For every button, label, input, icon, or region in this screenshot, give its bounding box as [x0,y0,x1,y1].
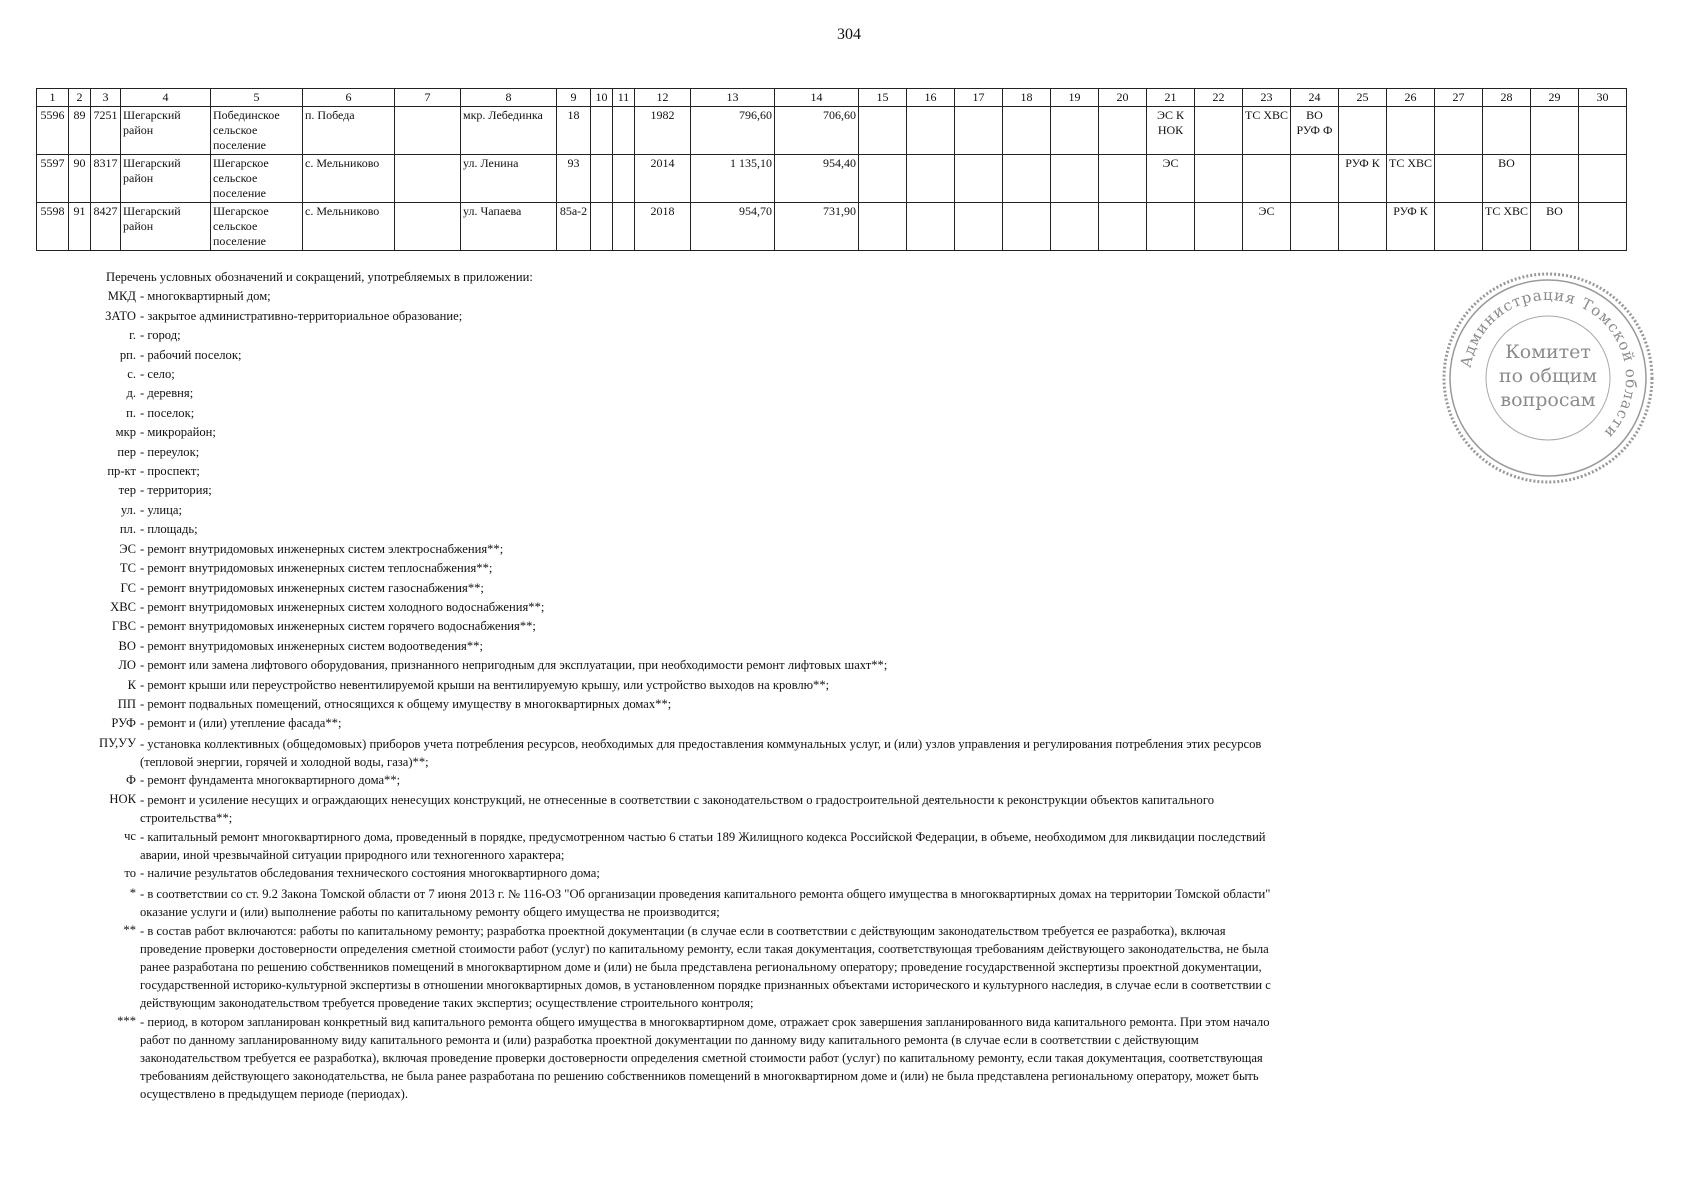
legend-desc: - ремонт или замена лифтового оборудования, признанного непригодным для эксплуатации, при необходимости ремонт лифтовых шахт**; [140,658,888,673]
legend-desc: - улица; [140,502,182,517]
legend-item [40,676,1280,695]
table-cell: ЭС К НОК [1147,107,1195,155]
table-cell [1195,203,1243,251]
column-header: 29 [1531,89,1579,107]
legend-abbr: *** [117,1013,136,1028]
legend-desc: - площадь; [140,522,198,537]
legend-desc: - микрорайон; [140,425,216,440]
table-cell [1243,155,1291,203]
table-cell [1195,155,1243,203]
table-cell: ВО РУФ Ф [1291,107,1339,155]
legend-item [40,884,1280,921]
legend-abbr: ВО [118,638,136,653]
legend-abbr: ЛО [118,658,136,673]
column-header: 15 [859,89,907,107]
column-header: 30 [1579,89,1627,107]
column-header: 22 [1195,89,1243,107]
legend-item [40,520,1280,539]
legend-desc: - деревня; [140,386,194,401]
legend-abbr: чс [124,829,136,844]
legend-desc: - поселок; [140,405,195,420]
table-cell: с. Мельниково [303,203,395,251]
legend-desc: - ремонт и усиление несущих и ограждающих ненесущих конструкций, не отнесенные в соответствии с законодательством о градостроительной деятельности к реконструкции объектов капитального строительства**; [140,793,1214,826]
legend-abbr: пер [117,444,136,459]
column-header: 5 [211,89,303,107]
legend-abbr: д. [126,386,136,401]
legend-desc: - закрытое административно-территориальное образование; [140,308,463,323]
table-cell [859,203,907,251]
table-cell [907,107,955,155]
column-header: 4 [121,89,211,107]
table-cell: ул. Ленина [461,155,557,203]
legend-abbr: тер [118,483,136,498]
legend-desc: - ремонт внутридомовых инженерных систем горячего водоснабжения**; [140,619,536,634]
table-cell [955,203,1003,251]
legend-desc: - ремонт внутридомовых инженерных систем водоотведения**; [140,638,483,653]
table-cell [1483,107,1531,155]
table-cell [1291,203,1339,251]
column-header: 2 [69,89,91,107]
table-cell: Побединское сельское поселение [211,107,303,155]
table-cell [1387,107,1435,155]
column-header: 10 [591,89,613,107]
legend-item [40,365,1280,384]
table-cell: 5598 [37,203,69,251]
table-cell: 18 [557,107,591,155]
seal-line-2: по общим [1498,365,1598,387]
legend-item [40,695,1280,714]
table-cell: с. Мельниково [303,155,395,203]
legend-abbr: ЗАТО [105,308,136,323]
table-cell: 954,70 [691,203,775,251]
legend-item [40,656,1280,675]
table-cell: ТС ХВС [1243,107,1291,155]
table-cell: 8427 [91,203,121,251]
table-row [37,107,1627,155]
column-header: 16 [907,89,955,107]
table-cell: мкр. Лебединка [461,107,557,155]
legend-item [40,346,1280,365]
legend-abbr: К [127,677,136,692]
table-cell: РУФ К [1387,203,1435,251]
table-cell: 93 [557,155,591,203]
legend-desc: - проспект; [140,464,200,479]
legend-item [40,734,1280,771]
legend-item [40,462,1280,481]
legend-abbr: п. [126,405,136,420]
legend-abbr: мкр [115,425,136,440]
legend-abbr: ПУ,УУ [99,735,136,750]
table-cell [1291,155,1339,203]
legend-desc: - ремонт внутридомовых инженерных систем электроснабжения**; [140,541,504,556]
legend-desc: - многоквартирный дом; [140,289,271,304]
column-header: 11 [613,89,635,107]
table-cell [1339,203,1387,251]
table-cell [395,107,461,155]
legend-title: Перечень условных обозначений и сокращений, употребляемых в приложении: [106,270,533,284]
table-cell [1435,107,1483,155]
column-header: 7 [395,89,461,107]
legend-abbr: РУФ [111,716,136,731]
legend-abbr: г. [129,328,136,343]
table-cell: 2018 [635,203,691,251]
table-cell [591,107,613,155]
table-cell [1051,203,1099,251]
legend-item [40,771,1280,790]
legend-item [40,637,1280,656]
legend-desc: - переулок; [140,444,200,459]
legend-item [40,559,1280,578]
legend-item [40,1012,1280,1103]
column-header: 3 [91,89,121,107]
legend-abbr: ПП [117,696,136,711]
legend-desc: - в соответствии со ст. 9.2 Закона Томской области от 7 июня 2013 г. № 116-ОЗ "Об организации проведения капитального ремонта общего имущества в многоквартирных домах на территории Томской области" оказание услуги и (или) выполнение работы по капитальному ремонту общего имущества не производится; [140,886,1271,919]
legend [40,268,1280,1103]
table-cell: 706,60 [775,107,859,155]
column-header: 9 [557,89,591,107]
column-header: 14 [775,89,859,107]
table-cell [1099,107,1147,155]
legend-item [40,579,1280,598]
legend-desc: - рабочий поселок; [140,347,242,362]
table-cell: 796,60 [691,107,775,155]
legend-abbr: ЭС [119,541,136,556]
legend-desc: - село; [140,367,175,382]
legend-list [40,287,1280,1102]
table-cell [591,155,613,203]
legend-desc: - период, в котором запланирован конкретный вид капитального ремонта общего имущества в многоквартирном доме, отражает срок завершения запланированного вида капитального ремонта. При этом начало работ по данному запланированному виду капитального ремонта и (или) разработка проектной документации по данному виду капитального ремонта (в случае если в соответствии с действующим законодательством требуется ее разработка), включая проведение проверки достоверности определения сметной стоимости работ (услуг) по капитальному ремонту, если такая документация, соответствующая требованиям действующего законодательства, не была ранее разработана по решению собственников помещений в многоквартирном доме и (или) не была представлена региональному оператору, может быть осуществлено в предыдущем периоде (периодах). [140,1014,1270,1101]
legend-desc: - город; [140,328,181,343]
table-cell: ТС ХВС [1387,155,1435,203]
table-cell [1195,107,1243,155]
legend-item [40,481,1280,500]
column-header: 8 [461,89,557,107]
table-cell: РУФ К [1339,155,1387,203]
table-cell: 89 [69,107,91,155]
legend-abbr: ул. [120,502,136,517]
table-cell: ВО [1531,203,1579,251]
legend-abbr: ГВС [111,619,136,634]
table-cell [1051,155,1099,203]
table-cell [955,107,1003,155]
column-header: 12 [635,89,691,107]
table-cell: ВО [1483,155,1531,203]
table-cell [395,203,461,251]
table-cell [859,107,907,155]
legend-desc: - ремонт фундамента многоквартирного дома**; [140,772,401,787]
legend-item [40,921,1280,1012]
legend-desc: - территория; [140,483,212,498]
column-header: 1 [37,89,69,107]
table-cell [859,155,907,203]
seal-line-3: вопросам [1500,389,1596,411]
table-cell [1531,155,1579,203]
table-cell: п. Победа [303,107,395,155]
table-cell: 954,40 [775,155,859,203]
table-cell [395,155,461,203]
table-cell [591,203,613,251]
legend-item [40,617,1280,636]
table-header-row [37,89,1627,107]
column-header: 24 [1291,89,1339,107]
legend-desc: - ремонт внутридомовых инженерных систем холодного водоснабжения**; [140,599,545,614]
column-header: 27 [1435,89,1483,107]
column-header: 13 [691,89,775,107]
column-header: 18 [1003,89,1051,107]
seal-ring-text: Администрация Томской области [1456,285,1641,443]
table-cell: 85а-2 [557,203,591,251]
legend-item [40,307,1280,326]
column-header: 17 [955,89,1003,107]
legend-item [40,790,1280,827]
table-cell [613,107,635,155]
table-cell [1003,155,1051,203]
column-header: 19 [1051,89,1099,107]
table-cell: Шегарский район [121,155,211,203]
column-header: 28 [1483,89,1531,107]
table-cell: 5597 [37,155,69,203]
table-cell: 90 [69,155,91,203]
table-cell: 8317 [91,155,121,203]
table-cell: 1 135,10 [691,155,775,203]
table-cell: 5596 [37,107,69,155]
table-cell [907,155,955,203]
legend-desc: - ремонт крыши или переустройство невентилируемой крыши на вентилируемую крышу, или устройство выходов на кровлю**; [140,677,830,692]
page-number: 304 [837,26,861,43]
legend-abbr: ХВС [110,599,136,614]
legend-desc: - в состав работ включаются: работы по капитальному ремонту; разработка проектной документации (в случае если в соответствии с действующим законодательством требуется ее разработка), включая проведение проверки достоверности определения сметной стоимости работ (услуг) по капитальному ремонту, если такая документация, соответствующая требованиям действующего законодательства, не была ранее разработана по решению собственников помещений в многоквартирном доме и (или) не была представлена региональному оператору; проведение государственной экспертизы проектной документации, государственной историко-культурной экспертизы в отношении многоквартирных домов, в установленном порядке признанных объектами исторического и культурного наследия, в случае если в соответствии с действующим законодательством требуется проведение таких экспертиз; осуществление строительного контроля; [140,923,1271,1010]
legend-desc: - установка коллективных (общедомовых) приборов учета потребления ресурсов, необходимых для предоставления коммунальных услуг, и (или) узлов управления и регулирования потребления этих ресурсов (тепловой энергии, горячей и холодной воды, газа)**; [140,736,1262,769]
table-cell [1339,107,1387,155]
table-cell: 91 [69,203,91,251]
legend-desc: - ремонт и (или) утепление фасада**; [140,716,342,731]
table-row [37,203,1627,251]
table-cell [613,155,635,203]
legend-abbr: пл. [119,522,136,537]
column-header: 23 [1243,89,1291,107]
legend-abbr: ** [123,922,136,937]
table-cell [613,203,635,251]
column-header: 21 [1147,89,1195,107]
legend-item [40,501,1280,520]
legend-desc: - капитальный ремонт многоквартирного дома, проведенный в порядке, предусмотренном частью 6 статьи 189 Жилищного кодекса Российской Федерации, в объеме, необходимом для ликвидации последствий аварии, иной чрезвычайной ситуации природного или техногенного характера; [140,830,1266,863]
legend-abbr: ГС [120,580,136,595]
legend-item [40,864,1280,883]
table-cell: 1982 [635,107,691,155]
table-cell [1531,107,1579,155]
column-header: 20 [1099,89,1147,107]
table-cell [1003,107,1051,155]
legend-item [40,423,1280,442]
legend-item [40,443,1280,462]
register-table [36,88,1627,251]
table-cell [1435,155,1483,203]
legend-abbr: с. [127,367,136,382]
seal-line-1: Комитет [1505,341,1591,363]
legend-item [40,714,1280,733]
table-cell [1051,107,1099,155]
legend-abbr: Ф [126,772,136,787]
table-cell [1147,203,1195,251]
legend-desc: - ремонт внутридомовых инженерных систем теплоснабжения**; [140,561,493,576]
table-cell: Шегарское сельское поселение [211,155,303,203]
table-cell: 2014 [635,155,691,203]
table-cell [1435,203,1483,251]
table-cell: 731,90 [775,203,859,251]
column-header: 25 [1339,89,1387,107]
table-cell [955,155,1003,203]
legend-item [40,540,1280,559]
legend-item [40,287,1280,306]
table-cell: ТС ХВС [1483,203,1531,251]
table-cell: 7251 [91,107,121,155]
legend-item [40,404,1280,423]
official-seal [1438,268,1658,488]
table-cell: Шегарское сельское поселение [211,203,303,251]
legend-abbr: ТС [119,561,136,576]
table-cell [1579,107,1627,155]
table-cell [907,203,955,251]
table-row [37,155,1627,203]
legend-abbr: НОК [109,792,136,807]
table-cell: Шегарский район [121,203,211,251]
legend-item [40,827,1280,864]
column-header: 6 [303,89,395,107]
legend-abbr: рп. [119,347,136,362]
table-cell: Шегарский район [121,107,211,155]
table-cell: ул. Чапаева [461,203,557,251]
table-cell: ЭС [1147,155,1195,203]
table-cell [1099,155,1147,203]
legend-item [40,598,1280,617]
legend-desc: - ремонт внутридомовых инженерных систем газоснабжения**; [140,580,484,595]
legend-item [40,384,1280,403]
legend-abbr: * [129,885,136,900]
legend-abbr: МКД [107,289,136,304]
legend-desc: - наличие результатов обследования технического состояния многоквартирного дома; [140,866,600,881]
column-header: 26 [1387,89,1435,107]
table-cell [1579,203,1627,251]
legend-desc: - ремонт подвальных помещений, относящихся к общему имуществу в многоквартирных домах**; [140,696,672,711]
legend-abbr: то [124,866,136,881]
table-body [37,107,1627,251]
table-cell: ЭС [1243,203,1291,251]
legend-item [40,326,1280,345]
table-cell [1579,155,1627,203]
table-cell [1003,203,1051,251]
table-cell [1099,203,1147,251]
legend-abbr: пр-кт [107,464,136,479]
